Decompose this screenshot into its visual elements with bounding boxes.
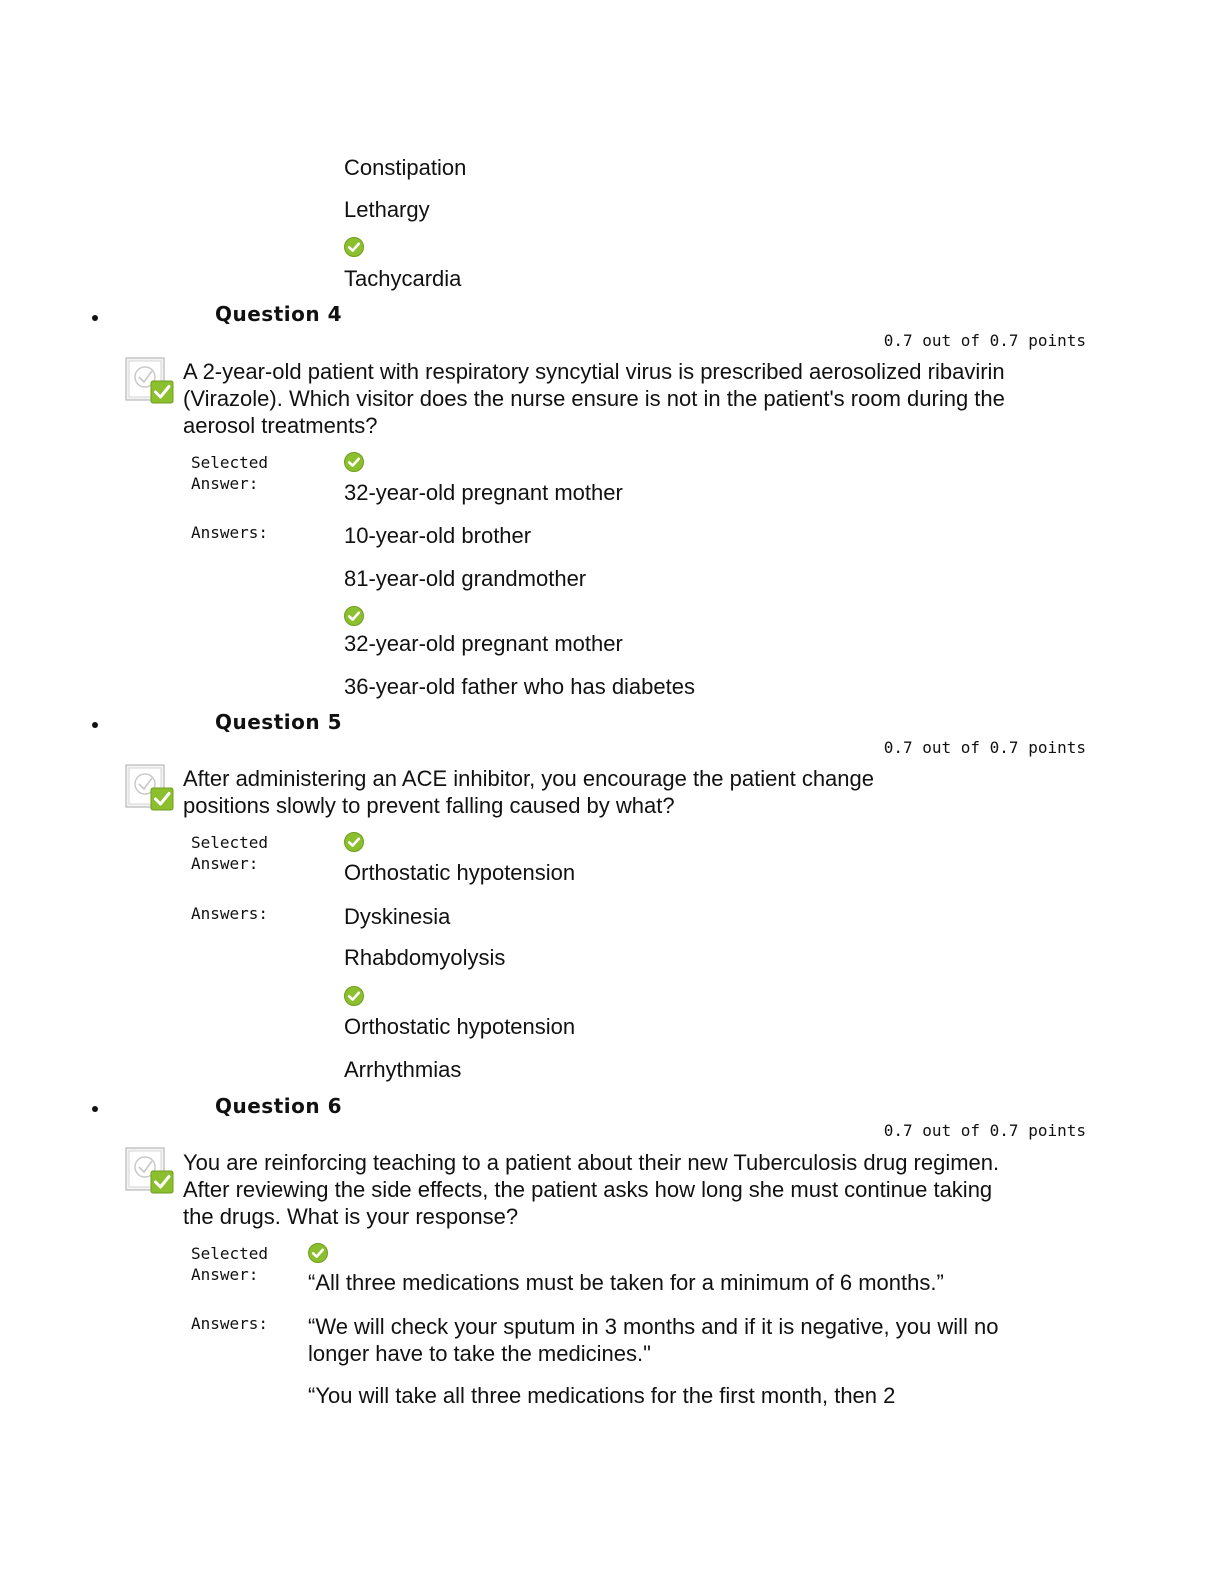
question-text: After administering an ACE inhibitor, you encourage the patient change positions slowly to prevent falling caused by what? [183, 766, 875, 818]
correct-check-icon [344, 606, 364, 626]
answer-option: Rhabdomyolysis [344, 945, 506, 970]
answer-option: Arrhythmias [344, 1057, 462, 1082]
correct-question-icon [125, 357, 175, 405]
question-points: 0.7 out of 0.7 points [883, 1121, 1086, 1140]
answers-label: Answers: [191, 904, 269, 923]
list-bullet [92, 315, 98, 321]
question-points: 0.7 out of 0.7 points [883, 738, 1086, 757]
correct-question-icon [125, 1147, 175, 1195]
list-bullet [92, 1106, 98, 1112]
question-title: Question 6 [215, 1094, 342, 1118]
question-points: 0.7 out of 0.7 points [883, 331, 1086, 350]
selected-answer: 32-year-old pregnant mother [344, 480, 623, 505]
selected-answer-label: Selected Answer: [191, 833, 269, 873]
answer-option: Tachycardia [344, 266, 462, 291]
answer-option: “You will take all three medications for the first month, then 2 [308, 1383, 896, 1408]
selected-answer-label: Selected Answer: [191, 1244, 269, 1284]
answers-label: Answers: [191, 523, 269, 542]
correct-check-icon [344, 452, 364, 472]
correct-check-icon [344, 832, 364, 852]
question-text: You are reinforcing teaching to a patient about their new Tuberculosis drug regimen. After reviewing the side effects, the patient asks how long she must continue taking the drugs. What is your response? [183, 1150, 1000, 1229]
question-title: Question 4 [215, 302, 342, 326]
answer-option: Dyskinesia [344, 904, 451, 929]
selected-answer-label: Selected Answer: [191, 453, 269, 493]
answer-option: Constipation [344, 155, 467, 180]
selected-answer: Orthostatic hypotension [344, 860, 576, 885]
answer-option: Orthostatic hypotension [344, 1014, 576, 1039]
answer-option: 81-year-old grandmother [344, 566, 587, 591]
answer-option: 32-year-old pregnant mother [344, 631, 623, 656]
answer-option: “We will check your sputum in 3 months and if it is negative, you will no longer have to take the medicines." [308, 1314, 999, 1366]
correct-check-icon [308, 1243, 328, 1263]
selected-answer: “All three medications must be taken for a minimum of 6 months.” [308, 1270, 944, 1295]
answer-option: 36-year-old father who has diabetes [344, 674, 695, 699]
answer-option: Lethargy [344, 197, 430, 222]
correct-check-icon [344, 986, 364, 1006]
list-bullet [92, 722, 98, 728]
question-title: Question 5 [215, 710, 342, 734]
correct-question-icon [125, 764, 175, 812]
answers-label: Answers: [191, 1314, 269, 1333]
answer-option: 10-year-old brother [344, 523, 532, 548]
correct-check-icon [344, 237, 364, 257]
question-text: A 2-year-old patient with respiratory syncytial virus is prescribed aerosolized ribavirin (Virazole). Which visitor does the nurse ensure is not in the patient's room during the aerosol treatments? [183, 359, 1005, 438]
